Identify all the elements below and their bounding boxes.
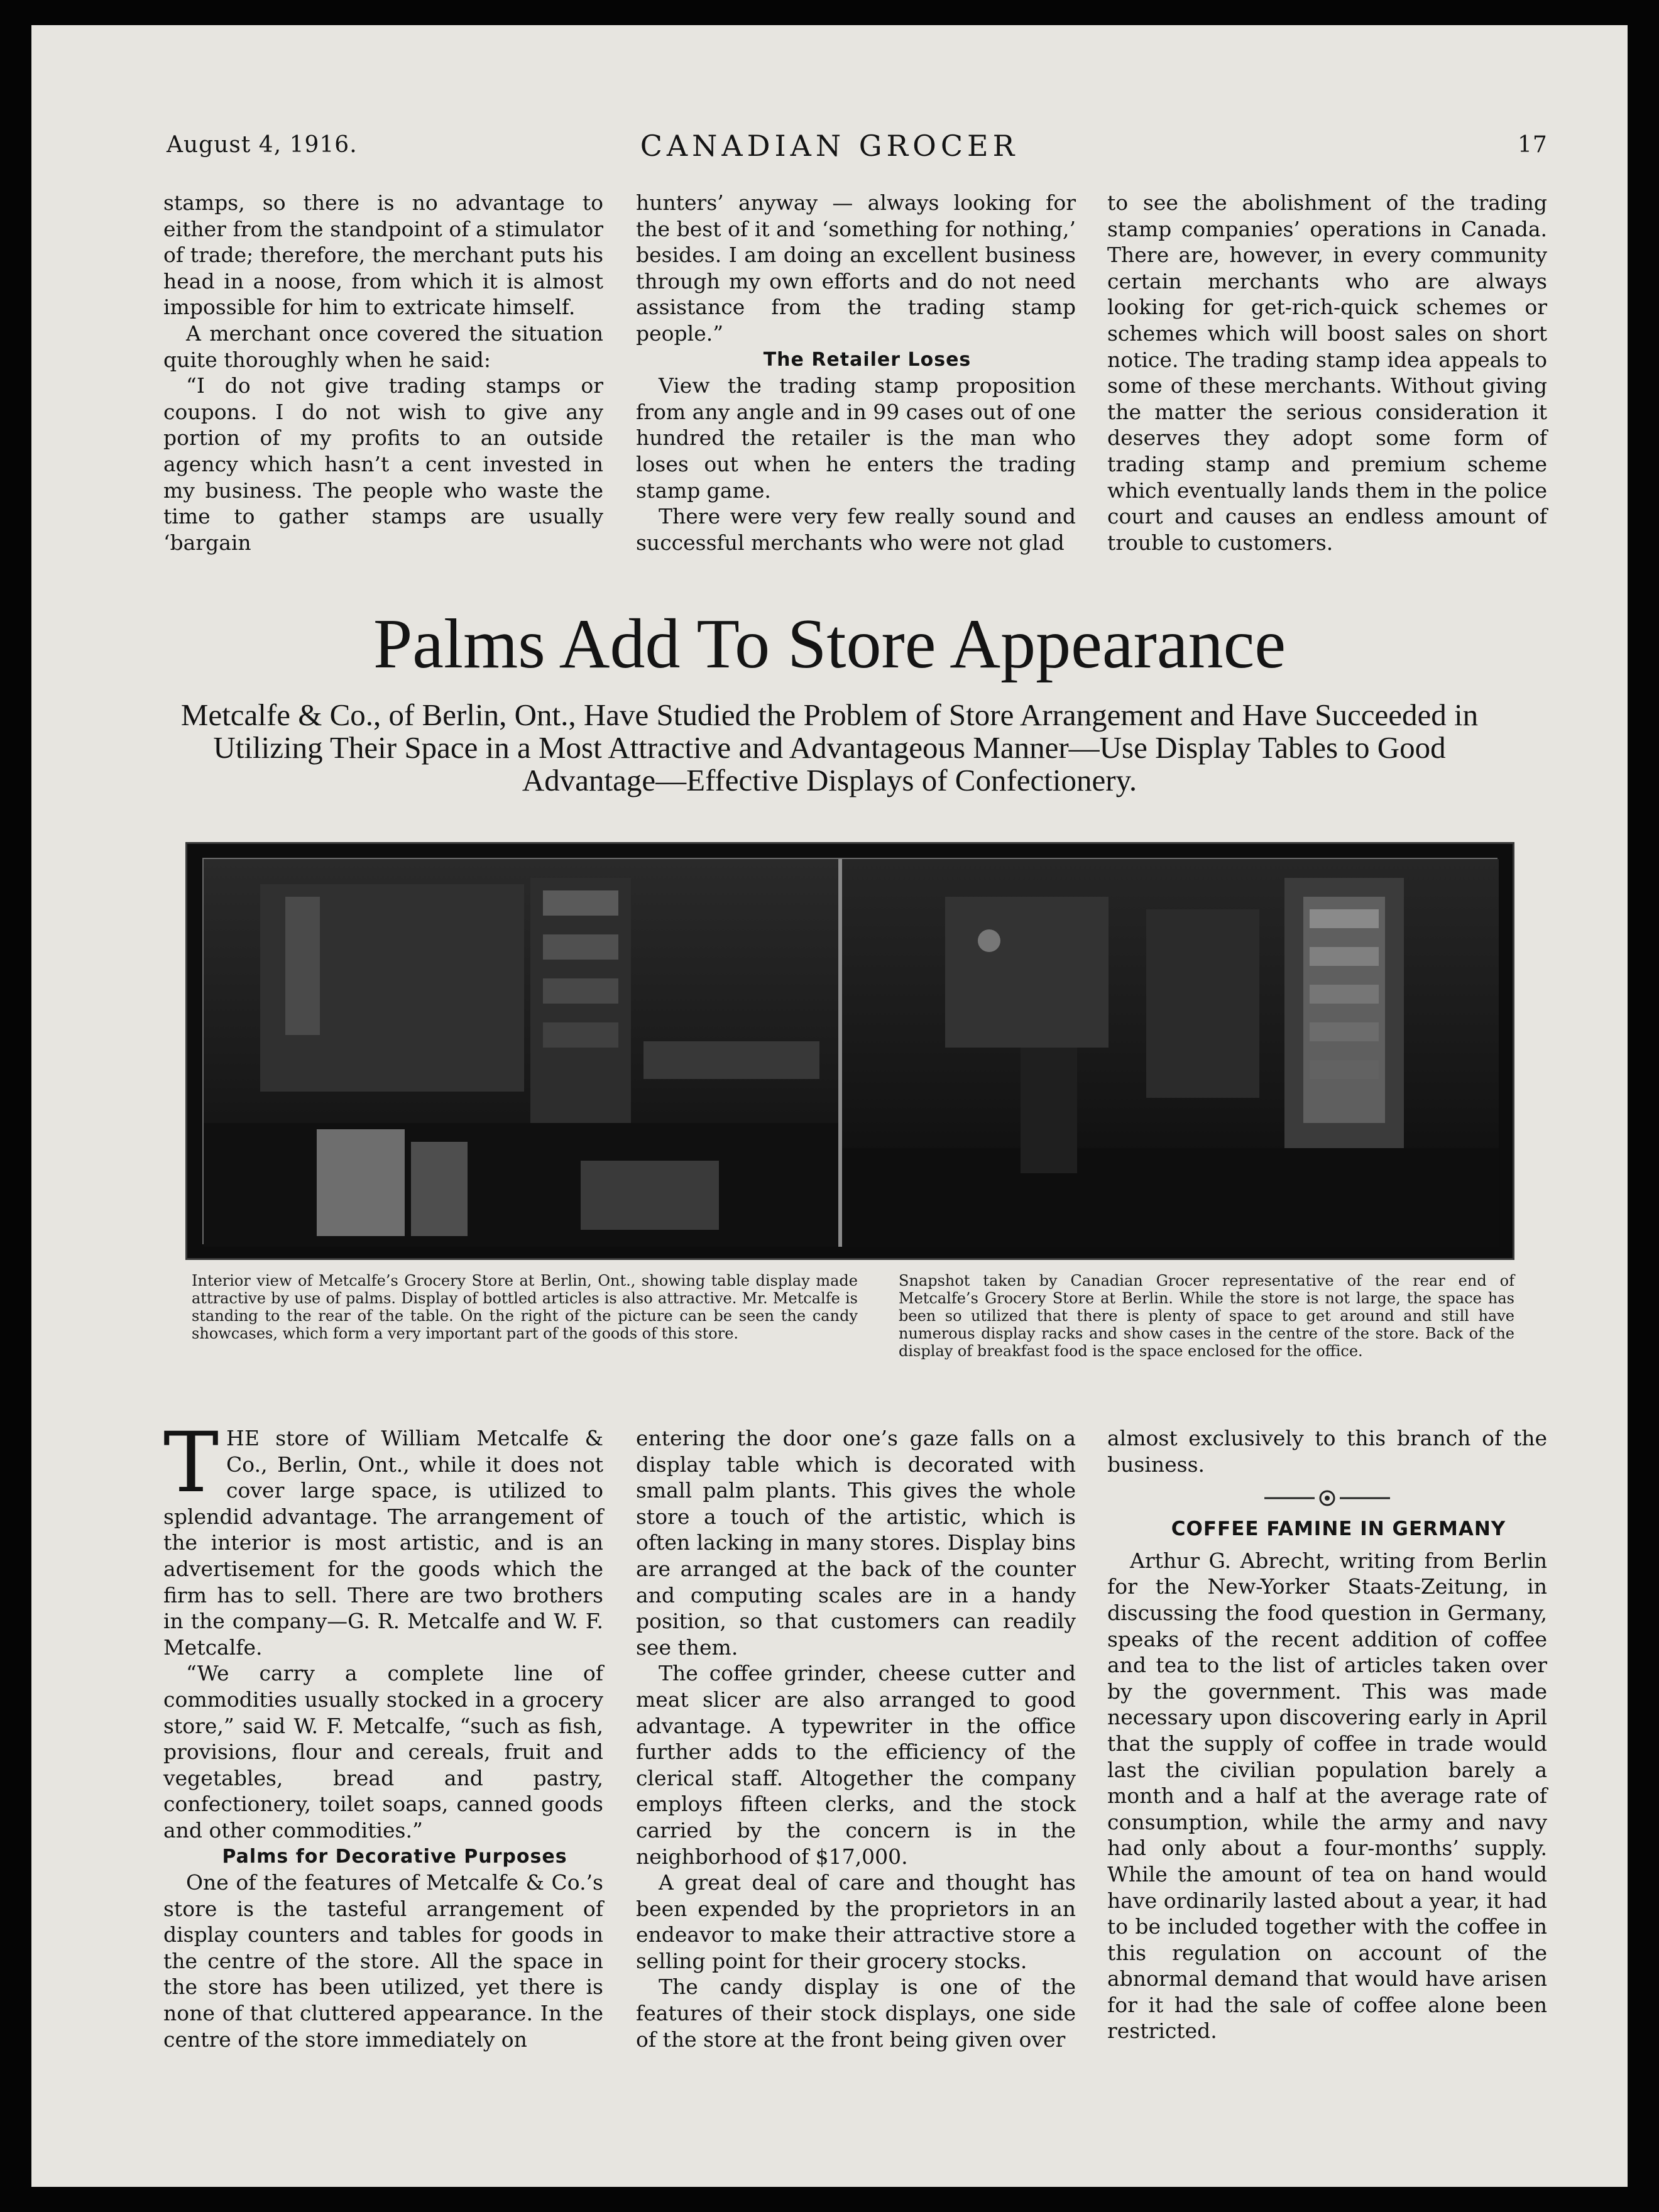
paragraph: The candy display is one of the features of their stock displays, one side of the store at the front being given over	[636, 1974, 1076, 2052]
issue-date: August 4, 1916.	[167, 132, 358, 158]
article-deck: Metcalfe & Co., of Berlin, Ont., Have Studied the Problem of Store Arrangement and Have Succeeded in Utilizing Their Space in a Most Attractive and Advantageous Manner—Use Display Tables to Good Advantage—Effective Displays of Confectionery.	[180, 698, 1479, 797]
paragraph: “I do not give trading stamps or coupons. I do not wish to give any portion of my profits to an outside agency which hasn’t a cent invested in my business. The people who waste the time to gather stamps are usually ‘bargain	[163, 373, 603, 555]
paragraph: There were very few really sound and successful merchants who were not glad	[636, 504, 1076, 555]
drop-cap: T	[163, 1415, 219, 1511]
lead-paragraph-text: HE store of William Metcalfe & Co., Berlin, Ont., while it does not cover large space, is utilized to splendid advantage. The arrangement of the interior is most artistic, and is an advertisement for the goods which the firm has to sell. There are two brothers in the company—G. R. Metcalfe and W. F. Metcalfe.	[163, 1426, 603, 1660]
paragraph: View the trading stamp proposition from any angle and in 99 cases out of one hundred the retailer is the man who loses out when he enters the trading stamp game.	[636, 373, 1076, 503]
photo-area	[202, 858, 1497, 1244]
body-column-2	[636, 1425, 1076, 2052]
page-number: 17	[1518, 132, 1548, 158]
top-column-1	[163, 190, 603, 556]
section-subhead: COFFEE FAMINE IN GERMANY	[1171, 1518, 1506, 1541]
paragraph: One of the features of Metcalfe & Co.’s store is the tasteful arrangement of display counters and tables for goods in the centre of the store. All the space in the store has been utilized, yet there is none of that cluttered appearance. In the centre of the store immediately on	[163, 1870, 603, 2052]
top-column-3	[1107, 190, 1547, 556]
body-column-1	[163, 1415, 603, 2052]
lead-paragraph	[163, 1415, 603, 1660]
ornament-rule-icon	[1264, 1489, 1390, 1508]
paragraph: Arthur G. Abrecht, writing from Berlin for the New-Yorker Staats-Zeitung, in discussing the food question in Germany, speaks of the recent addition of coffee and tea to the list of articles taken over by the government. This was made necessary upon discovering early in April that the supply of coffee in trade would last the civilian population barely a month and a half at the average rate of consumption, while the army and navy had only about a four-months’ supply. While the amount of tea on hand would have ordinarily lasted about a year, it had to be included together with the coffee in this regulation on account of the abnormal demand that would have arisen for it had the sale of coffee alone been restricted.	[1107, 1548, 1547, 2044]
section-subhead: Palms for Decorative Purposes	[222, 1845, 567, 1868]
magazine-page	[31, 25, 1628, 2187]
paragraph: “We carry a complete line of commodities usually stocked in a grocery store,” said W. F. Metcalfe, “such as fish, provisions, flour and cereals, fruit and vegetables, bread and pastry, confectionery, toilet soaps, canned goods and other commodities.”	[163, 1661, 603, 1842]
paragraph: A great deal of care and thought has been expended by the proprietors in an endeavor to make their attractive store a selling point for their grocery stocks.	[636, 1870, 1076, 1973]
top-column-2	[636, 190, 1076, 556]
paragraph: to see the abolishment of the trading stamp companies’ operations in Canada. There are, however, in every community certain merchants who are always looking for get-rich-quick schemes or schemes which will boost sales on short notice. The trading stamp idea appeals to some of these merchants. Without giving the matter the serious consideration it deserves they adopt some form of trading stamp and premium scheme which eventually lands them in the police court and causes an endless amount of trouble to customers.	[1107, 190, 1547, 555]
section-subhead: The Retailer Loses	[763, 348, 972, 371]
body-column-3	[1107, 1425, 1547, 2044]
paragraph: A merchant once covered the situation quite thoroughly when he said:	[163, 320, 603, 372]
paragraph: The coffee grinder, cheese cutter and meat slicer are also arranged to good advantage. A typewriter in the office further adds to the efficiency of the clerical staff. Altogether the company employs fifteen clerks, and the stock carried by the concern is in the neighborhood of $17,000.	[636, 1661, 1076, 1869]
paragraph: stamps, so there is no advantage to either from the standpoint of a stimulator of trade; therefore, the merchant puts his head in a noose, from which it is almost impossible for him to extricate himself.	[163, 190, 603, 320]
paragraph: entering the door one’s gaze falls on a display table which is decorated with small palm plants. This gives the whole store a touch of the artistic, which is often lacking in many stores. Display bins are arranged at the back of the counter and computing scales are in a handy position, so that customers can readily see them.	[636, 1426, 1076, 1660]
publication-title: CANADIAN GROCER	[640, 129, 1019, 163]
store-interior-photo	[185, 842, 1514, 1260]
photo-caption-left: Interior view of Metcalfe’s Grocery Store at Berlin, Ont., showing table display made attractive by use of palms. Display of bottled articles is also attractive. Mr. Metcalfe is standing to the rear of the table. On the right of the picture can be seen the candy showcases, which form a very important part of the goods of this store.	[192, 1272, 858, 1342]
article-headline: Palms Add To Store Appearance	[373, 605, 1286, 683]
photo-caption-right: Snapshot taken by Canadian Grocer representative of the rear end of Metcalfe’s Grocery Store at Berlin. While the store is not large, the space has been so utilized that there is plenty of space to get around and still have numerous display racks and show cases in the centre of the store. Back of the display of breakfast food is the space enclosed for the office.	[899, 1272, 1514, 1360]
paragraph: hunters’ anyway — always looking for the best of it and ‘something for nothing,’ besides. I am doing an excellent business through my own efforts and do not need assistance from the trading stamp people.”	[636, 190, 1076, 346]
photo-image	[204, 859, 1499, 1247]
paragraph: almost exclusively to this branch of the business.	[1107, 1426, 1547, 1477]
